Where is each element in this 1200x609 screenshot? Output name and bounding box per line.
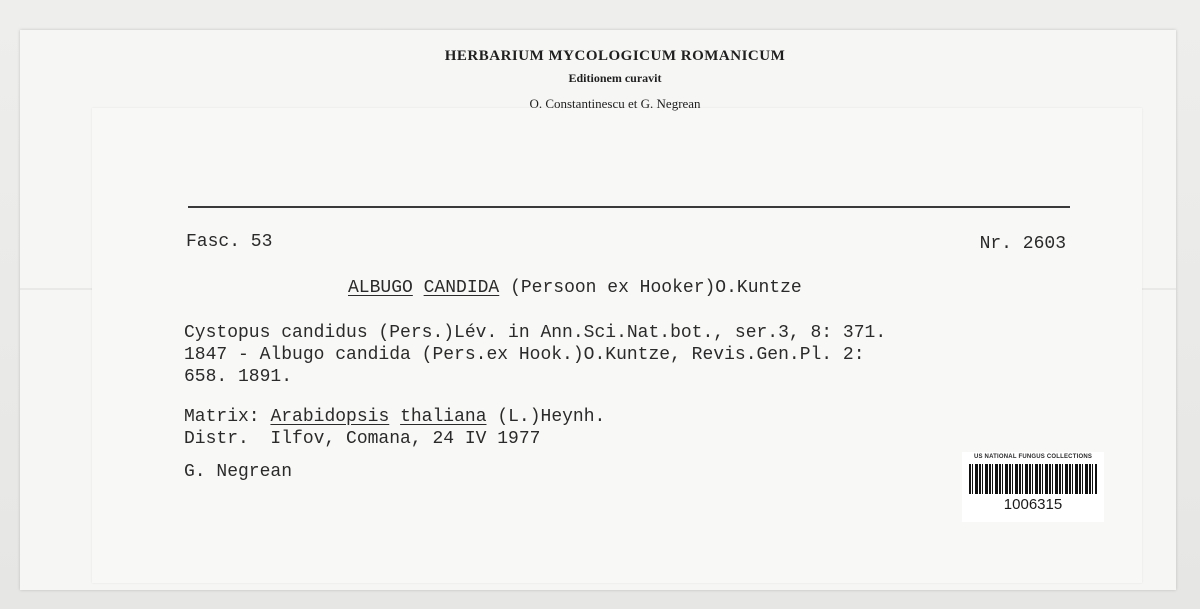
matrix-block — [184, 406, 605, 450]
host-genus: Arabidopsis — [270, 407, 390, 427]
matrix-line — [184, 406, 605, 428]
herbarium-editors: O. Constantinescu et G. Negrean — [529, 96, 701, 111]
distribution-line: Distr. Ilfov, Comana, 24 IV 1977 — [184, 429, 541, 449]
barcode-label — [962, 452, 1104, 522]
host-authority: (L.)Heynh. — [497, 407, 606, 427]
host-epithet: thaliana — [400, 407, 487, 427]
species-epithet: CANDIDA — [423, 278, 500, 298]
matrix-label: Matrix: — [184, 407, 260, 427]
species-name — [348, 278, 802, 298]
barcode-bars — [969, 464, 1097, 494]
herbarium-header — [0, 48, 1200, 112]
synonym-line: 658. 1891. — [184, 367, 293, 387]
specimen-number: Nr. 2603 — [979, 234, 1066, 254]
synonym-line: Cystopus candidus (Pers.)Lév. in Ann.Sci.Nat.bot., ser.3, 8: 371. — [184, 323, 887, 343]
species-authority: (Persoon ex Hooker)O.Kuntze — [510, 278, 802, 298]
herbarium-title: HERBARIUM MYCOLOGICUM ROMANICUM — [444, 48, 786, 64]
header-divider — [188, 206, 1070, 208]
barcode-title: US NATIONAL FUNGUS COLLECTIONS — [973, 454, 1093, 460]
species-genus: ALBUGO — [348, 278, 413, 298]
synonym-line: 1847 - Albugo candida (Pers.ex Hook.)O.Kuntze, Revis.Gen.Pl. 2: — [184, 345, 865, 365]
herbarium-subtitle: Editionem curavit — [568, 71, 662, 85]
synonyms-block — [184, 322, 886, 388]
collector-name: G. Negrean — [184, 462, 293, 482]
fascicle-number: Fasc. 53 — [186, 232, 273, 252]
barcode-number: 1006315 — [1003, 496, 1063, 513]
